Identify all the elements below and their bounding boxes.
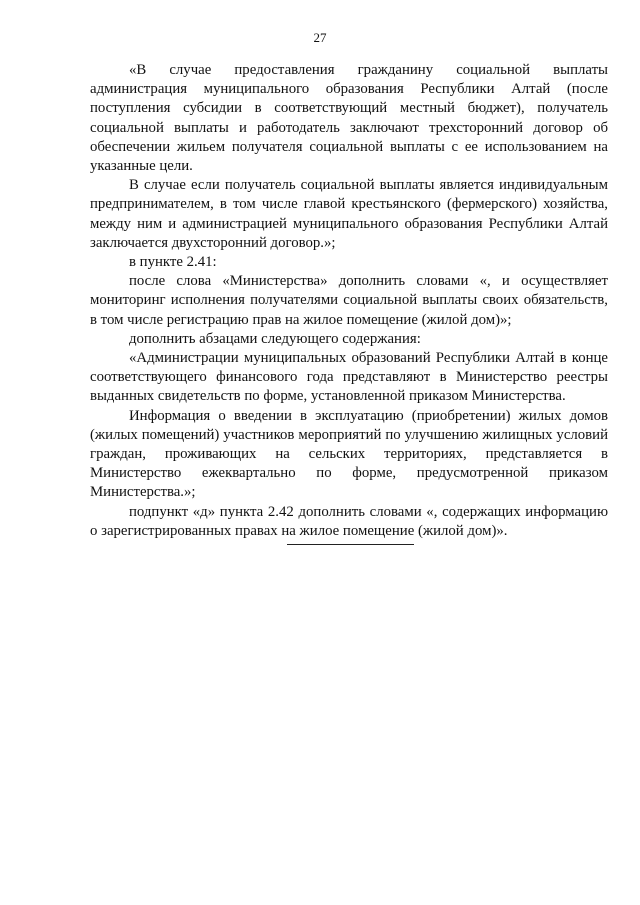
paragraph-entrepreneur-contract: В случае если получатель социальной выплаты является индивидуальным предпринимателем, в том числе главой крестьянского (фермерского) хозяйства, между ним и администрацией муниципального образования Республики Алтай заключается двухсторонний договор.»; — [90, 177, 608, 251]
paragraph-item-2-41: в пункте 2.41: — [129, 254, 217, 271]
paragraph-add-clauses: дополнить абзацами следующего содержания: — [129, 330, 421, 347]
document-body — [90, 61, 608, 541]
end-separator-line — [287, 544, 414, 545]
paragraph-quarterly-information: Информация о введении в эксплуатацию (приобретении) жилых домов (жилых помещений) участников мероприятий по улучшению жилищных условий граждан, проживающих на сельских территориях, представляется в Министерство ежеквартально по форме, предусмотренной приказом Министерства.»; — [90, 407, 608, 501]
paragraph-social-payment-contract: «В случае предоставления гражданину социальной выплаты администрация муниципального образования Республики Алтай (после поступления субсидии в соответствующий местный бюджет), получатель социальной выплаты и работодатель заключают трехсторонний договор об обеспечении жильем получателя социальной выплаты с ее использованием на указанные цели. — [90, 62, 608, 175]
page-number: 27 — [313, 30, 327, 45]
paragraph-registry-submission: «Администрации муниципальных образований Республики Алтай в конце соответствующего финансового года представляют в Министерство реестры выданных свидетельств по форме, установленной приказом Министерства. — [90, 350, 608, 405]
paragraph-subitem-d-2-42: подпункт «д» пункта 2.42 дополнить словами «, содержащих информацию о зарегистрированных правах на жилое помещение (жилой дом)». — [90, 503, 608, 539]
paragraph-monitoring-amendment: после слова «Министерства» дополнить словами «, и осуществляет мониторинг исполнения получателями социальной выплаты своих обязательств, в том числе регистрацию прав на жилое помещение (жилой дом)»; — [90, 273, 608, 328]
